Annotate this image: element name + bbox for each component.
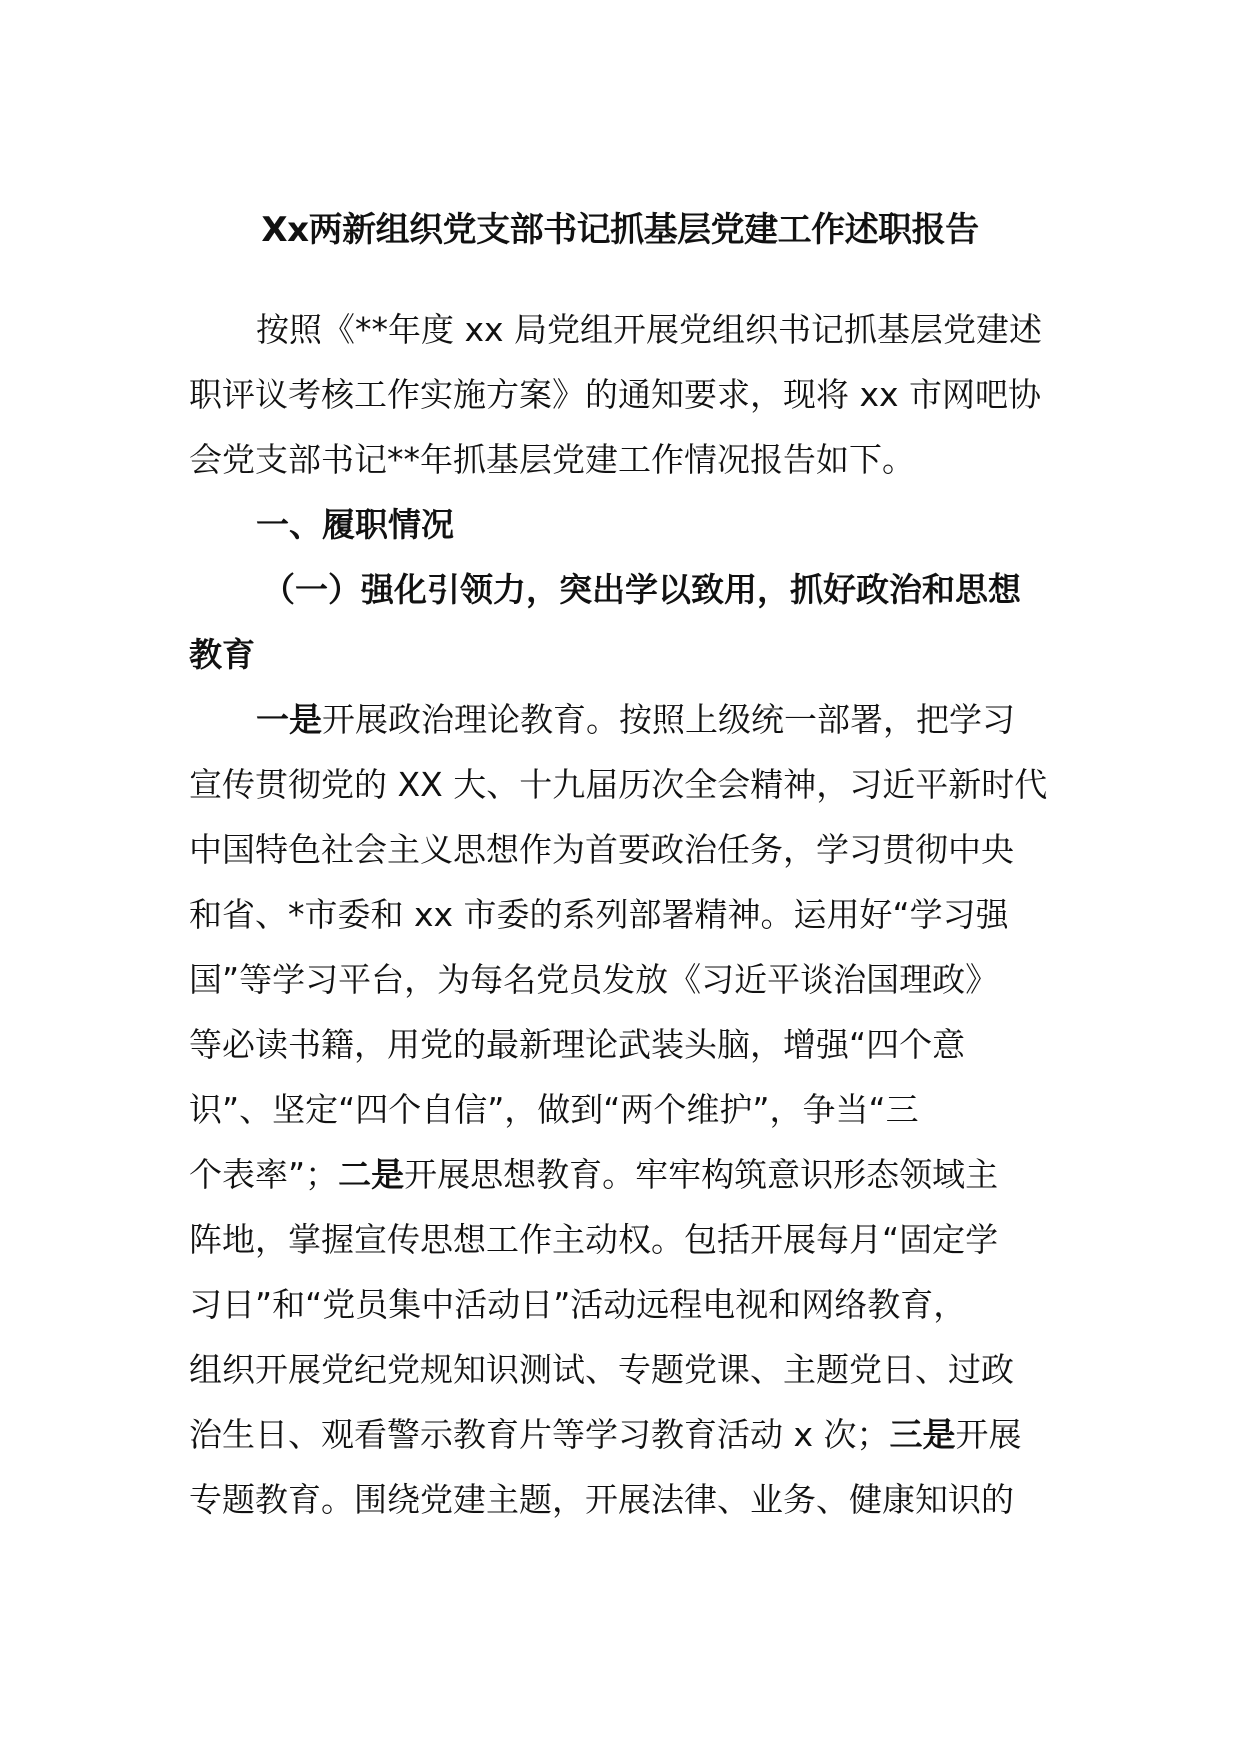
text-segment: 开展 xyxy=(955,1415,1022,1454)
bold-text-segment: 教育 xyxy=(189,635,255,674)
text-segment: 开展思想教育。牢牢构筑意识形态领域主 xyxy=(404,1155,999,1194)
text-line xyxy=(189,362,1069,427)
text-line xyxy=(189,1272,1069,1337)
bold-text-segment: 一是 xyxy=(256,700,322,739)
text-line xyxy=(189,882,1069,947)
bold-text-segment: （一）强化引领力，突出学以致用，抓好政治和思想 xyxy=(262,570,1021,609)
text-segment: 阵地，掌握宣传思想工作主动权。包括开展每月“固定学 xyxy=(189,1220,999,1259)
text-line xyxy=(189,752,1069,817)
text-segment: 组织开展党纪党规知识测试、专题党课、主题党日、过政 xyxy=(189,1350,1014,1389)
text-line xyxy=(189,947,1069,1012)
text-line xyxy=(189,1402,1069,1467)
text-segment: 和省、*市委和 xx 市委的系列部署精神。运用好“学习强 xyxy=(189,895,1009,934)
text-line xyxy=(189,687,1069,752)
text-segment: 治生日、观看警示教育片等学习教育活动 x 次； xyxy=(189,1415,890,1454)
text-segment: 习日”和“党员集中活动日”活动远程电视和网络教育， xyxy=(189,1285,967,1324)
text-segment: 按照《**年度 xx 局党组开展党组织书记抓基层党建述 xyxy=(256,310,1043,349)
text-line xyxy=(189,1012,1069,1077)
bold-text-segment: 二是 xyxy=(338,1155,405,1194)
text-segment: 专题教育。围绕党建主题，开展法律、业务、健康知识的 xyxy=(189,1480,1014,1519)
text-segment: 中国特色社会主义思想作为首要政治任务，学习贯彻中央 xyxy=(189,830,1014,869)
text-segment: 识”、坚定“四个自信”，做到“两个维护”，争当“三 xyxy=(189,1090,919,1129)
text-segment: 开展政治理论教育。按照上级统一部署，把学习 xyxy=(322,700,1015,739)
bold-text-segment: 一、履职情况 xyxy=(256,505,454,544)
text-segment: 宣传贯彻党的 XX 大、十九届历次全会精神，习近平新时代 xyxy=(189,765,1048,804)
text-line xyxy=(189,1467,1069,1532)
document-title: Xx两新组织党支部书记抓基层党建工作述职报告 xyxy=(261,210,979,250)
text-segment: 职评议考核工作实施方案》的通知要求，现将 xx 市网吧协 xyxy=(189,375,1042,414)
text-segment: 等必读书籍，用党的最新理论武装头脑，增强“四个意 xyxy=(189,1025,966,1064)
text-line xyxy=(189,492,1069,557)
text-line xyxy=(189,1207,1069,1272)
text-segment: 国”等学习平台，为每名党员发放《习近平谈治国理政》 xyxy=(189,960,999,999)
document-body xyxy=(189,297,1069,1532)
text-line xyxy=(189,1142,1069,1207)
text-segment: 会党支部书记**年抓基层党建工作情况报告如下。 xyxy=(189,440,915,479)
text-line xyxy=(189,297,1069,362)
text-line xyxy=(189,1337,1069,1402)
text-segment: 个表率”； xyxy=(189,1155,339,1194)
text-line xyxy=(189,427,1069,492)
text-line xyxy=(189,622,1069,687)
bold-text-segment: 三是 xyxy=(889,1415,956,1454)
text-line xyxy=(189,1077,1069,1142)
text-line xyxy=(189,817,1069,882)
text-line xyxy=(189,557,1069,622)
